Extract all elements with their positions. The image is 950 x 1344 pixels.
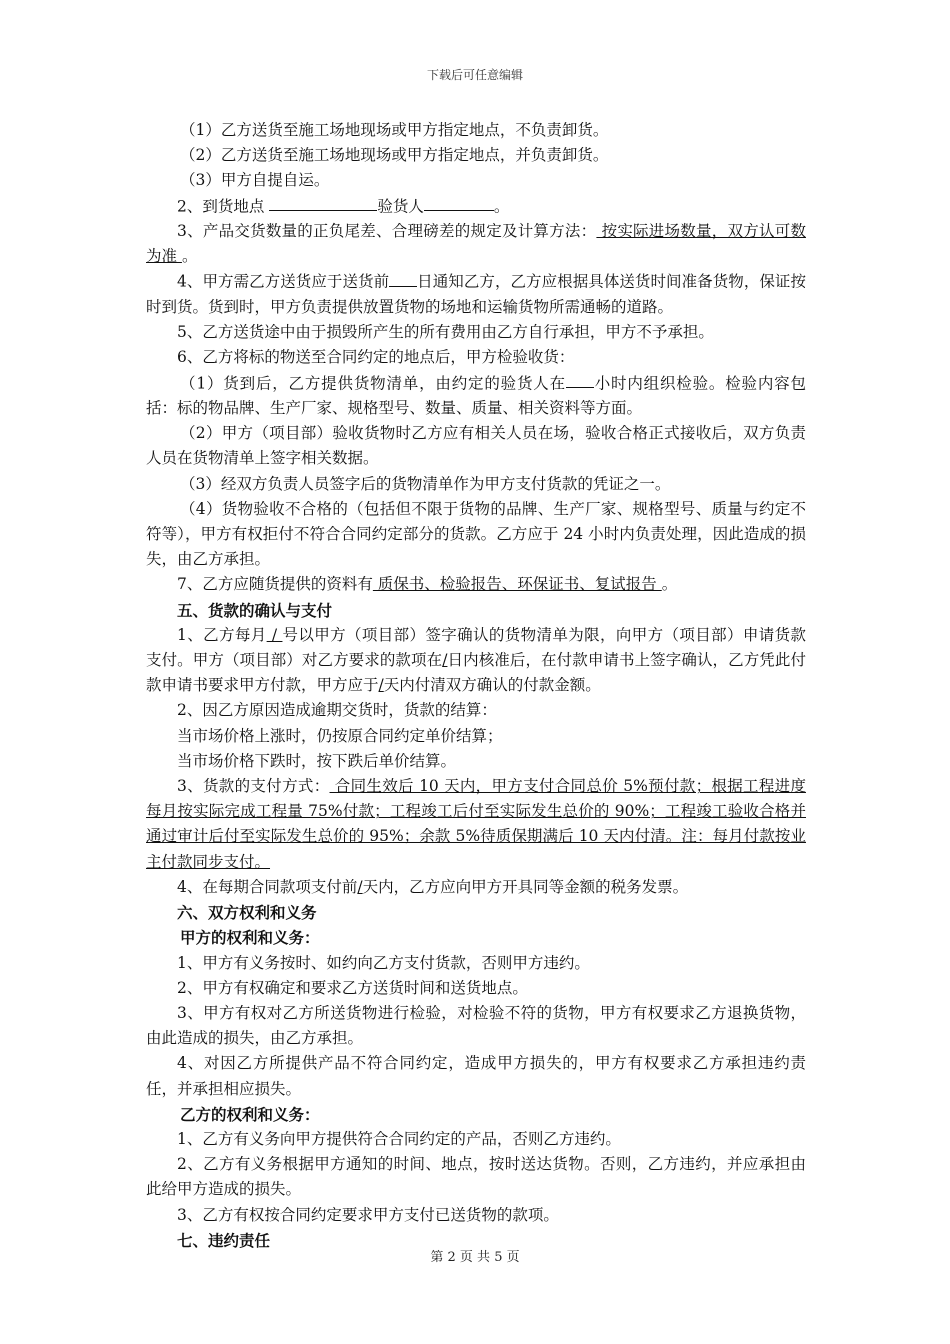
sub-heading: 乙方的权利和义务：: [180, 1104, 320, 1124]
document-body: [146, 118, 806, 1253]
paragraph: 3、乙方有权按合同约定要求甲方支付已送货物的款项。: [177, 1205, 559, 1224]
filled-field: /: [378, 676, 384, 695]
paragraph: 6、乙方将标的物送至合同约定的地点后，甲方检验收货：: [177, 348, 575, 367]
blank-field-hours: [566, 371, 594, 388]
filled-field: 质保书、检验报告、环保证书、复试报告: [372, 575, 662, 594]
page-header: 下载后可任意编辑: [426, 68, 523, 82]
text-run: 。: [181, 247, 198, 266]
paragraph: （3）甲方自提自运。: [180, 171, 330, 190]
paragraph: 1、甲方有义务按时、如约向乙方支付货款，否则甲方违约。: [177, 953, 590, 972]
paragraph-invoice: [146, 875, 806, 900]
page-footer: 第 2 页 共 5 页: [430, 1250, 520, 1265]
text-run: （1）货到后，乙方提供货物清单，由约定的验货人在: [180, 373, 566, 392]
paragraph: （2）甲方（项目部）验收货物时乙方应有相关人员在场，验收合格正式接收后，双方负责人员在货物清单上签字相关数据。: [146, 424, 806, 468]
paragraph-payment-request: [146, 623, 806, 699]
paragraph: （3）经双方负责人员签字后的货物清单作为甲方支付货款的凭证之一。: [180, 474, 671, 493]
text-run: 天内付清双方确认的付款金额。: [383, 676, 601, 695]
paragraph-documents: [146, 572, 806, 597]
text-run: 验货人: [377, 196, 424, 215]
paragraph-payment-method: [146, 774, 806, 875]
section-heading: 六、双方权利和义务: [177, 903, 317, 923]
text-run: 小时内组织检验。检验内容包括：标的物品牌、生产厂家、规格型号、数量、质量、相关资料等方面。: [146, 373, 806, 418]
filled-field: /: [266, 625, 283, 644]
paragraph: 2、因乙方原因造成逾期交货时，货款的结算：: [177, 701, 497, 720]
paragraph: 当市场价格下跌时，按下跌后单价结算。: [177, 751, 457, 770]
paragraph: （1）乙方送货至施工场地现场或甲方指定地点，不负责卸货。: [180, 121, 609, 139]
sub-heading: 甲方的权利和义务：: [180, 928, 320, 948]
paragraph: 当市场价格上涨时，仍按原合同约定单价结算；: [177, 726, 503, 745]
text-run: 7、乙方应随货提供的资料有: [177, 575, 373, 594]
text-run: 2、到货地点: [177, 196, 265, 215]
text-run: 号以甲方（项目部）签字确认的货物清单为限，向甲方（项目部）申请货款支付。甲方（项目部）对乙方要求的款项在: [146, 625, 806, 670]
filled-field: 合同生效后 10 天内，甲方支付合同总价 5%预付款；根据工程进度每月按实际完成工程量 75%付款；工程竣工后付至实际发生总价的 90%；工程竣工验收合格并通过审计后付至实际发生总价的 95%；余款 5%待质保期满后 10 天内付清。注：每月付款按业主付款同步支付。: [146, 777, 806, 871]
paragraph-delivery-place: [146, 194, 806, 219]
text-run: 天内，乙方应向甲方开具同等金额的税务发票。: [362, 877, 689, 896]
text-run: 3、产品交货数量的正负尾差、合理磅差的规定及计算方法：: [177, 222, 597, 241]
text-run: 。: [493, 196, 510, 215]
section-heading: 五、货款的确认与支付: [177, 600, 333, 620]
paragraph: （4）货物验收不合格的（包括但不限于货物的品牌、生产厂家、规格型号、质量与约定不符等），甲方有权拒付不符合合同约定部分的货款。乙方应于 24 小时内负责处理，因此造成的损失，由乙方承担。: [146, 499, 806, 569]
paragraph-quantity-tolerance: [146, 219, 806, 269]
text-run: 日内核准后，在付款申请书上签字确认，乙方凭此付款申请书要求甲方付款，甲方应于: [146, 651, 806, 695]
text-run: 3、货款的支付方式：: [177, 777, 330, 796]
blank-field-days: [389, 269, 417, 286]
paragraph: 2、乙方有义务根据甲方通知的时间、地点，按时送达货物。否则，乙方违约，并应承担由此给甲方造成的损失。: [146, 1155, 806, 1199]
filled-field: /: [442, 651, 448, 670]
paragraph: 1、乙方有义务向甲方提供符合合同约定的产品，否则乙方违约。: [177, 1129, 621, 1148]
text-run: 。: [661, 575, 678, 594]
paragraph: 5、乙方送货途中由于损毁所产生的所有费用由乙方自行承担，甲方不予承担。: [177, 323, 714, 342]
blank-field-inspector: [424, 194, 494, 211]
blank-field-delivery-place: [269, 194, 377, 211]
text-run: 4、甲方需乙方送货应于送货前: [177, 272, 390, 291]
text-run: 4、在每期合同款项支付前: [177, 877, 358, 896]
paragraph-notice: [146, 269, 806, 320]
paragraph: （2）乙方送货至施工场地现场或甲方指定地点，并负责卸货。: [180, 146, 609, 165]
text-run: 1、乙方每月: [177, 625, 267, 644]
text-run: 日通知乙方，乙方应根据具体送货时间准备货物，保证按时到货。货到时，甲方负责提供放置货物的场地和运输货物所需通畅的道路。: [146, 272, 806, 316]
section-heading: 七、违约责任: [177, 1230, 271, 1250]
paragraph-inspection: [146, 371, 806, 422]
paragraph: 3、甲方有权对乙方所送货物进行检验，对检验不符的货物，甲方有权要求乙方退换货物，由此造成的损失，由乙方承担。: [146, 1003, 806, 1048]
filled-field: /: [357, 877, 363, 896]
paragraph: 4、对因乙方所提供产品不符合同约定，造成甲方损失的，甲方有权要求乙方承担违约责任，并承担相应损失。: [146, 1054, 806, 1098]
paragraph: 2、甲方有权确定和要求乙方送货时间和送货地点。: [177, 978, 528, 997]
filled-field: 按实际进场数量，双方认可数为准: [146, 222, 806, 266]
